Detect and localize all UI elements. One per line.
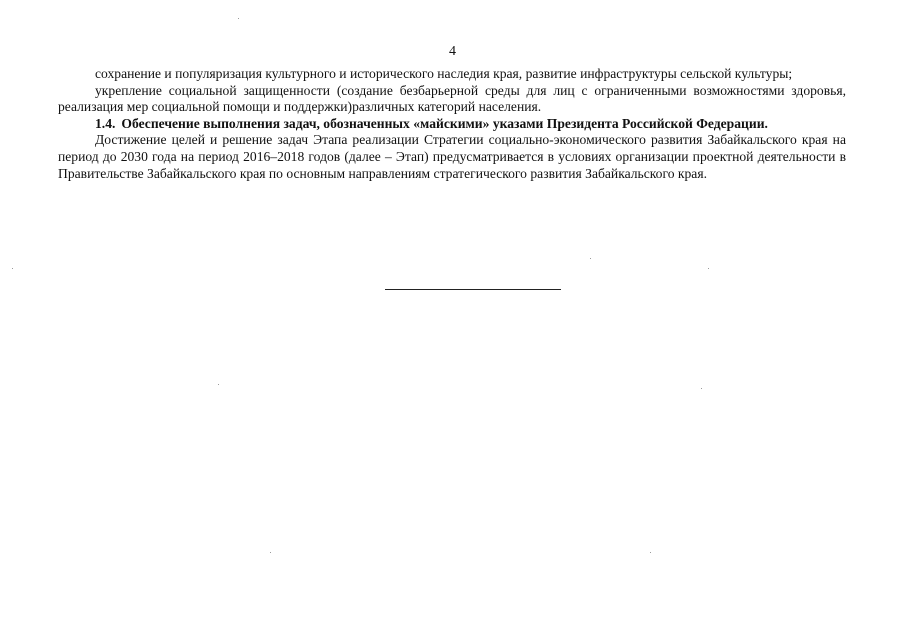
end-of-text-rule [385,289,561,290]
scan-speck [650,552,651,553]
scan-speck [238,18,239,19]
section-number: 1.4. [95,115,116,131]
document-body [58,66,846,182]
section-heading [58,116,846,133]
scan-speck [701,388,702,389]
section-body-paragraph: Достижение целей и решение задач Этапа реализации Стратегии социально-экономического развития Забайкальского края на период до 2030 года на период 2016–2018 годов (далее – Этап) предусматривается в условиях организации проектной деятельности в Правительстве Забайкальского края по основным направлениям стратегического развития Забайкальского края. [58,132,846,181]
paragraph-social-protection: укрепление социальной защищенности (создание безбарьерной среды для лиц с ограниченными возможностями здоровья, реализация мер социальной помощи и поддержки)различных категорий населения. [58,82,846,115]
scan-speck [12,268,13,269]
page-number: 4 [449,44,456,59]
scan-speck [270,552,271,553]
scan-speck [590,258,591,259]
scan-speck [708,268,709,269]
section-title: Обеспечение выполнения задач, обозначенных «майскими» указами Президента Российской Федерации. [121,115,768,131]
scan-speck [218,384,219,385]
paragraph-culture: сохранение и популяризация культурного и исторического наследия края, развитие инфраструктуры сельской культуры; [95,66,793,81]
